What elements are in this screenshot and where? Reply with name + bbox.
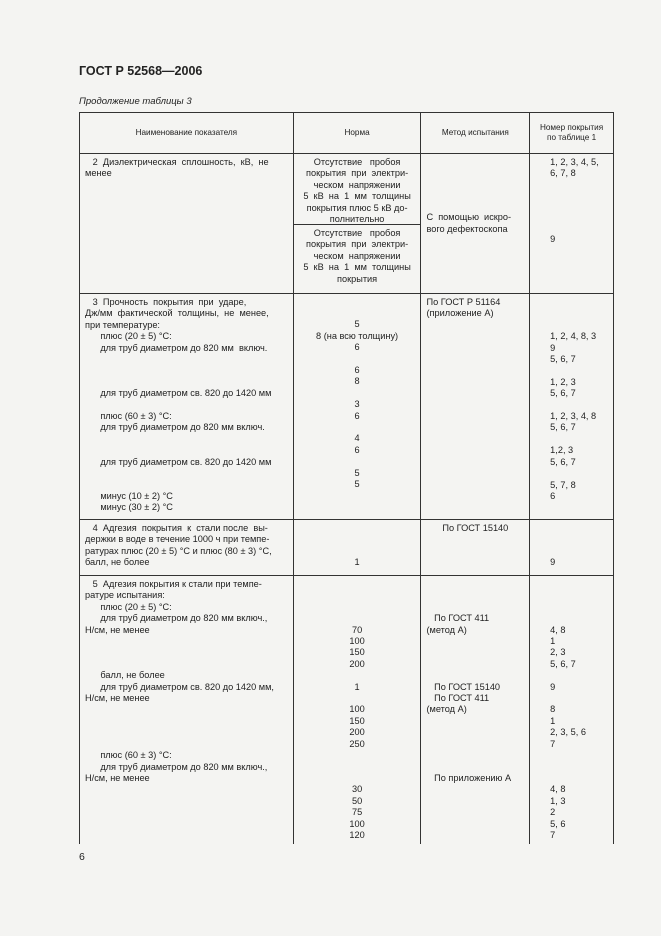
- cell-line: 1, 3: [550, 795, 566, 806]
- cell-line: 5, 6, 7: [550, 354, 576, 365]
- cell-line: для труб диаметром св. 820 до 1420 мм: [85, 456, 272, 467]
- cell-line: [550, 773, 608, 784]
- cell-line: 3: [354, 399, 360, 410]
- row5-coating-numbers: [530, 576, 614, 845]
- row2-num-a: [550, 157, 608, 234]
- cell-line: [85, 377, 288, 388]
- cell-line: 120: [349, 829, 365, 840]
- cell-line: 1: [354, 557, 360, 568]
- cell-line: [426, 579, 524, 590]
- cell-line: [550, 468, 608, 479]
- cell-line: 5: [354, 319, 360, 330]
- row4-name: [80, 520, 294, 576]
- cell-line: [85, 365, 288, 376]
- cell-line: [299, 762, 416, 773]
- cell-line: менее: [85, 168, 112, 179]
- document-title: ГОСТ Р 52568—2006: [79, 64, 203, 78]
- cell-line: 150: [349, 715, 365, 726]
- cell-line: [550, 613, 608, 624]
- cell-line: 7: [550, 829, 556, 840]
- cell-line: Н/см, не менее: [85, 624, 150, 635]
- cell-line: 100: [349, 636, 365, 647]
- cell-line: [85, 636, 288, 647]
- cell-line: [550, 297, 608, 308]
- row3-norm: [293, 294, 421, 520]
- cell-line: [550, 602, 608, 613]
- row2-method: [421, 154, 530, 294]
- row4-method: По ГОСТ 15140: [421, 520, 530, 576]
- cell-line: Дж/мм фактической толщины, не менее,: [85, 308, 269, 319]
- cell-line: для труб диаметром до 820 мм включ.: [85, 342, 268, 353]
- column-header-name: Наименование показателя: [80, 113, 294, 154]
- cell-line: 4, 8: [550, 624, 566, 635]
- cell-line: [85, 704, 288, 715]
- cell-line: [426, 716, 524, 727]
- cell-line: 100: [349, 704, 365, 715]
- cell-line: 2, 3, 5, 6: [550, 727, 586, 738]
- cell-line: По ГОСТ Р 51164: [426, 297, 501, 307]
- cell-line: [550, 523, 608, 534]
- cell-line: 5 кВ на 1 мм толщины: [303, 262, 411, 273]
- table-row: [80, 294, 614, 520]
- cell-line: [85, 727, 288, 738]
- cell-line: Отсутствие пробоя: [313, 228, 401, 238]
- cell-line: 8 (на всю толщину): [316, 330, 399, 341]
- table-continuation-caption: Продолжение таблицы 3: [79, 96, 192, 107]
- cell-line: [85, 400, 288, 411]
- cell-line: Н/см, не менее: [85, 693, 150, 704]
- row2-num-b: [550, 234, 608, 245]
- row5-norm: [293, 576, 421, 845]
- cell-line: для труб диаметром до 820 мм включ.,: [85, 613, 268, 624]
- table-row: [80, 520, 614, 576]
- row2-norm: [293, 154, 421, 294]
- cell-line: По приложению А: [426, 772, 512, 783]
- row3-coating-numbers: [530, 294, 614, 520]
- cell-line: [550, 670, 608, 681]
- cell-line: [550, 434, 608, 445]
- cell-line: 5: [354, 467, 360, 478]
- row3-name: [80, 294, 294, 520]
- cell-line: [85, 445, 288, 456]
- cell-line: 1, 2, 3, 4, 5,: [550, 157, 599, 167]
- cell-line: [550, 762, 608, 773]
- cell-line: [299, 670, 416, 681]
- cell-line: 6: [354, 444, 360, 455]
- cell-line: 50: [351, 795, 363, 806]
- cell-line: 70: [351, 624, 363, 635]
- cell-line: 7: [550, 738, 556, 749]
- cell-line: 9: [550, 342, 556, 353]
- cell-line: 100: [349, 818, 365, 829]
- cell-line: [426, 727, 524, 738]
- cell-line: 5, 6, 7: [550, 422, 576, 433]
- cell-line: [299, 773, 416, 784]
- cell-line: [85, 468, 288, 479]
- cell-line: 8: [354, 376, 360, 387]
- cell-line: (приложение А): [426, 308, 494, 319]
- cell-line: балл, не более: [85, 670, 165, 681]
- cell-line: [550, 365, 608, 376]
- cell-line: [550, 750, 608, 761]
- cell-line: [426, 670, 524, 681]
- cell-line: [299, 354, 416, 365]
- table-row: [80, 576, 614, 845]
- cell-line: 9: [550, 234, 556, 244]
- cell-line: [550, 579, 608, 590]
- cell-line: [550, 320, 608, 331]
- cell-line: (метод А): [426, 704, 467, 715]
- cell-line: 8: [550, 704, 556, 715]
- cell-line: для труб диаметром до 820 мм включ.,: [85, 761, 268, 772]
- cell-line: 1, 2, 3, 4, 8: [550, 411, 597, 422]
- cell-line: 5, 6, 7: [550, 456, 576, 467]
- cell-line: покрытия плюс 5 кВ до-: [306, 202, 408, 213]
- cell-line: [550, 308, 608, 319]
- cell-line: [299, 750, 416, 761]
- cell-line: 5, 7, 8: [550, 479, 576, 490]
- cell-line: [299, 456, 416, 467]
- cell-line: ратуре испытания:: [85, 590, 165, 601]
- cell-line: 2, 3: [550, 647, 566, 658]
- cell-line: 4 Адгезия покрытия к стали после вы-: [85, 523, 268, 533]
- cell-line: [426, 636, 524, 647]
- column-header-method: Метод испытания: [421, 113, 530, 154]
- table-row: [80, 154, 614, 294]
- cell-line: 150: [349, 647, 365, 658]
- cell-line: для труб диаметром до 820 мм включ.: [85, 422, 265, 433]
- cell-line: [85, 659, 288, 670]
- cell-line: держки в воде в течение 1000 ч при темпе-: [85, 534, 270, 545]
- row2-norm-a: [294, 154, 421, 224]
- cell-line: По ГОСТ 15140: [426, 681, 501, 692]
- cell-line: вого дефектоскопа: [426, 223, 508, 234]
- cell-line: 1: [550, 715, 556, 726]
- cell-line: для труб диаметром св. 820 до 1420 мм,: [85, 681, 274, 692]
- cell-line: [550, 400, 608, 411]
- cell-line: [426, 659, 524, 670]
- cell-line: 5, 6, 7: [550, 388, 576, 399]
- cell-line: ческом напряжении: [313, 179, 401, 190]
- cell-line: покрытия при электри-: [306, 168, 409, 179]
- cell-line: Отсутствие пробоя: [313, 157, 401, 167]
- page-number: 6: [79, 851, 85, 863]
- cell-line: 1, 2, 3: [550, 376, 576, 387]
- cell-line: балл, не более: [85, 557, 150, 568]
- cell-line: 30: [351, 784, 363, 795]
- row5-method: [421, 576, 530, 845]
- cell-line: [426, 739, 524, 750]
- cell-line: 250: [349, 738, 365, 749]
- cell-line: покрытия: [337, 273, 378, 284]
- cell-line: [426, 602, 524, 613]
- row4-coating-numbers: [530, 520, 614, 576]
- cell-line: ратурах плюс (20 ± 5) °С и плюс (80 ± 3) °С,: [85, 545, 272, 556]
- cell-line: 9: [550, 557, 556, 568]
- cell-line: [85, 716, 288, 727]
- cell-line: [550, 590, 608, 601]
- cell-line: [85, 434, 288, 445]
- cell-line: 6: [354, 342, 360, 353]
- cell-line: 3 Прочность покрытия при ударе,: [85, 297, 247, 307]
- row4-norm: [293, 520, 421, 576]
- cell-line: плюс (60 ± 3) °С:: [85, 750, 172, 761]
- cell-line: плюс (20 ± 5) °С:: [85, 331, 172, 342]
- cell-line: 1: [354, 681, 360, 692]
- cell-line: [85, 354, 288, 365]
- cell-line: 75: [351, 807, 363, 818]
- cell-line: 5, 6: [550, 818, 566, 829]
- cell-line: [426, 647, 524, 658]
- cell-line: 200: [349, 658, 365, 669]
- cell-line: 6, 7, 8: [550, 168, 576, 179]
- cell-line: (метод А): [426, 624, 467, 635]
- cell-line: плюс (20 ± 5) °С:: [85, 601, 172, 612]
- row2-name: [80, 154, 294, 294]
- cell-line: 9: [550, 681, 556, 692]
- cell-line: [299, 579, 416, 590]
- cell-line: 4: [354, 433, 360, 444]
- cell-line: [550, 534, 608, 545]
- cell-line: ческом напряжении: [313, 250, 401, 261]
- cell-line: [85, 480, 288, 491]
- cell-line: По ГОСТ 411: [426, 613, 490, 624]
- row2-norm-b: [294, 224, 421, 288]
- cell-line: 1: [550, 636, 556, 647]
- cell-line: [299, 422, 416, 433]
- cell-line: [299, 523, 416, 534]
- cell-line: 5: [354, 479, 360, 490]
- cell-line: По ГОСТ 411: [426, 693, 490, 704]
- cell-line: 2 Диэлектрическая сплошность, кВ, не: [85, 157, 269, 167]
- cell-line: полнительно: [329, 214, 385, 225]
- cell-line: 6: [550, 490, 556, 501]
- cell-line: 2: [550, 807, 556, 818]
- cell-line: 6: [354, 365, 360, 376]
- cell-line: [299, 308, 416, 319]
- cell-line: [299, 388, 416, 399]
- row5-name: [80, 576, 294, 845]
- cell-line: [299, 590, 416, 601]
- cell-line: [299, 693, 416, 704]
- row3-method: [421, 294, 530, 520]
- cell-line: С помощью искро-: [426, 212, 512, 223]
- cell-line: [299, 534, 416, 545]
- cell-line: плюс (60 ± 3) °С:: [85, 411, 172, 422]
- cell-line: 6: [354, 410, 360, 421]
- cell-line: при температуре:: [85, 319, 160, 330]
- cell-line: [426, 590, 524, 601]
- cell-line: [299, 613, 416, 624]
- cell-line: Н/см, не менее: [85, 772, 150, 783]
- cell-line: 200: [349, 727, 365, 738]
- cell-line: 1, 2, 4, 8, 3: [550, 331, 597, 342]
- cell-line: [550, 546, 608, 557]
- column-header-norm: Норма: [293, 113, 421, 154]
- cell-line: 5 кВ на 1 мм толщины: [303, 191, 411, 202]
- cell-line: [85, 739, 288, 750]
- column-header-coating-number: Номер покрытия по таблице 1: [530, 113, 614, 154]
- cell-line: для труб диаметром св. 820 до 1420 мм: [85, 388, 272, 399]
- cell-line: минус (10 ± 2) °С: [85, 490, 173, 501]
- row2-coating-numbers: [530, 154, 614, 294]
- cell-line: [426, 750, 524, 761]
- properties-table: [79, 112, 614, 844]
- cell-line: [426, 762, 524, 773]
- cell-line: 4, 8: [550, 784, 566, 795]
- cell-line: 5, 6, 7: [550, 658, 576, 669]
- cell-line: [299, 602, 416, 613]
- cell-line: 1,2, 3: [550, 445, 574, 456]
- table-header-row: [80, 113, 614, 154]
- cell-line: минус (30 ± 2) °С: [85, 502, 173, 513]
- cell-line: [299, 546, 416, 557]
- cell-line: 5 Адгезия покрытия к стали при темпе-: [85, 579, 262, 589]
- cell-line: [85, 647, 288, 658]
- cell-line: [550, 693, 608, 704]
- cell-line: покрытия при электри-: [306, 239, 409, 250]
